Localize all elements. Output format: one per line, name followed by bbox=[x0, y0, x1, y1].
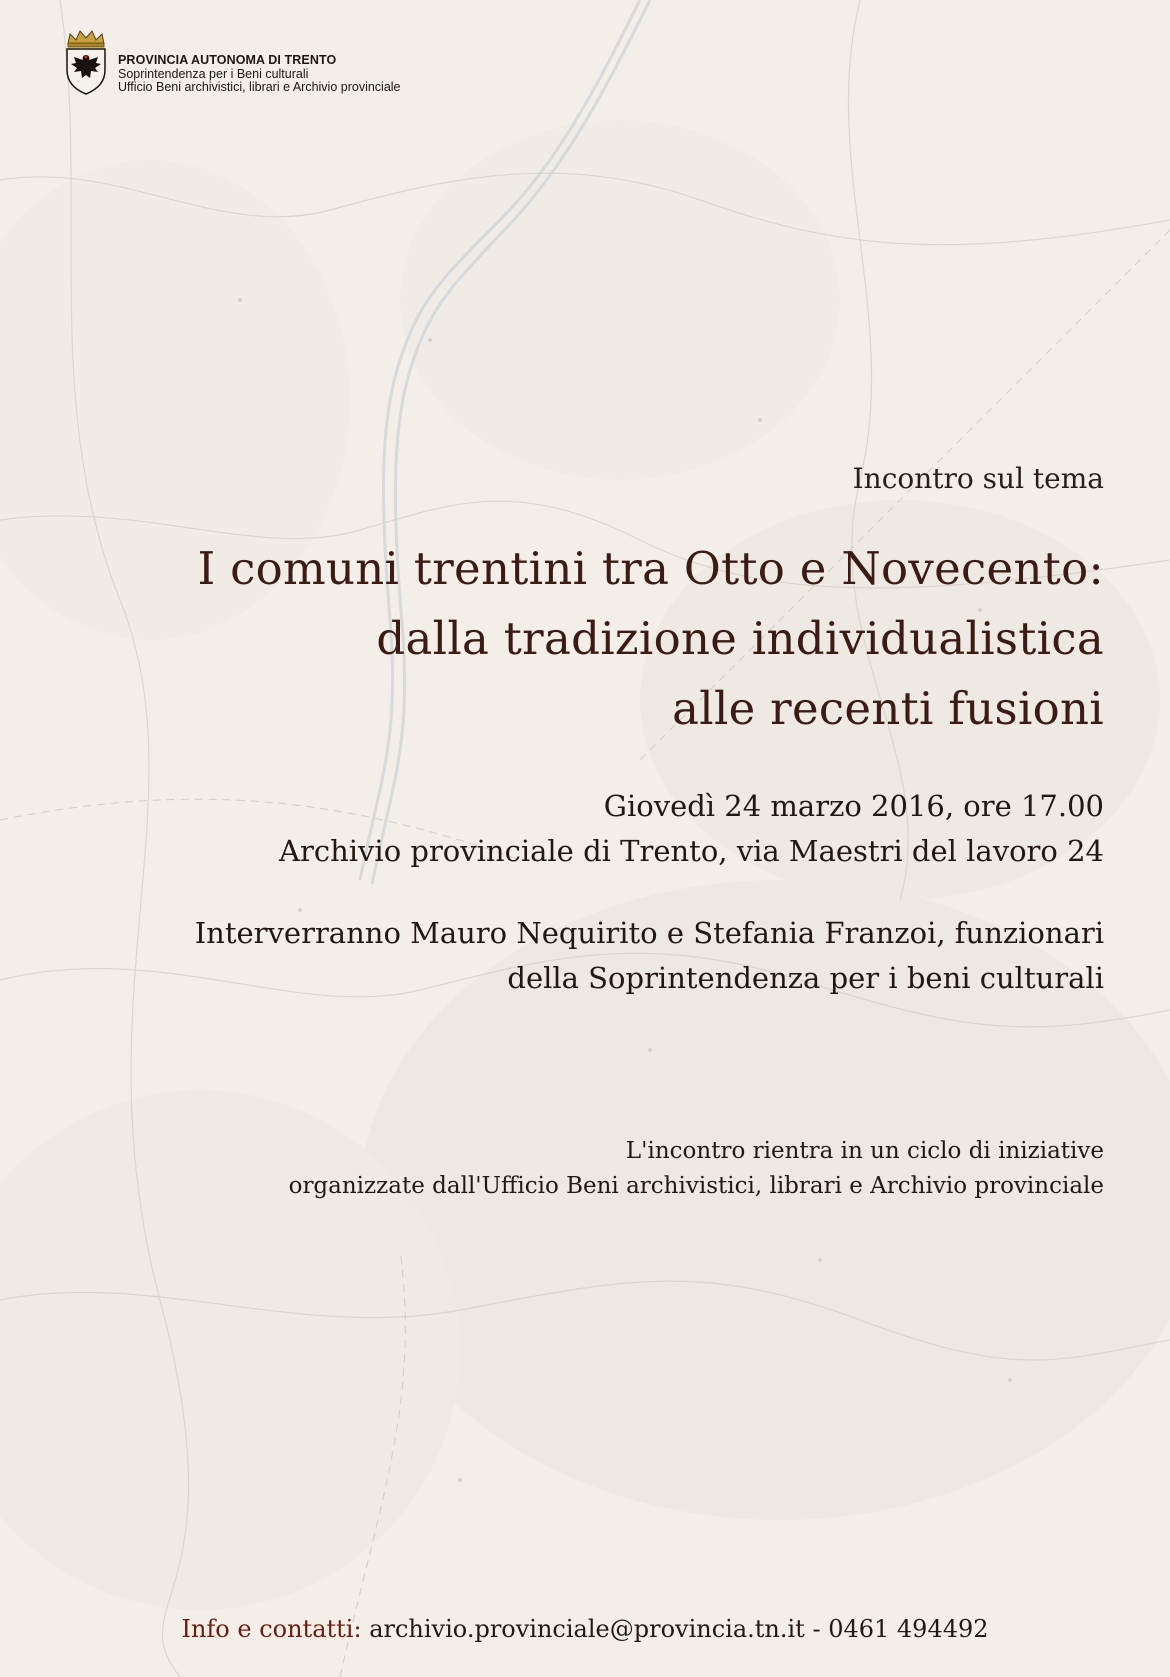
event-title-line: I comuni trentini tra Otto e Novecento: bbox=[197, 541, 1104, 595]
event-content bbox=[64, 462, 1104, 1001]
contacts-label: Info e contatti: bbox=[181, 1615, 362, 1643]
event-title-line: dalla tradizione individualistica bbox=[376, 611, 1104, 665]
contact-phone: 0461 494492 bbox=[828, 1615, 989, 1643]
event-venue: Archivio provinciale di Trento, via Maestri del lavoro 24 bbox=[279, 834, 1104, 869]
footer-contacts bbox=[0, 1615, 1170, 1643]
note-line: L'incontro rientra in un ciclo di iniziative bbox=[625, 1138, 1104, 1164]
contact-separator: - bbox=[812, 1615, 821, 1643]
speakers-line: della Soprintendenza per i beni culturali bbox=[507, 960, 1104, 995]
event-title bbox=[64, 534, 1104, 745]
event-title-line: alle recenti fusioni bbox=[672, 681, 1104, 735]
event-note bbox=[64, 1134, 1104, 1203]
event-speakers bbox=[64, 911, 1104, 1001]
event-intro: Incontro sul tema bbox=[852, 462, 1104, 495]
trento-coat-of-arms-icon bbox=[62, 28, 110, 96]
department-name: Soprintendenza per i Beni culturali bbox=[118, 66, 309, 81]
organization-name: PROVINCIA AUTONOMA DI TRENTO bbox=[118, 53, 337, 67]
header bbox=[62, 28, 401, 96]
speakers-line: Interverranno Mauro Nequirito e Stefania Franzoi, funzionari bbox=[194, 915, 1104, 950]
office-name: Ufficio Beni archivistici, librari e Archivio provinciale bbox=[118, 80, 401, 94]
event-when-where bbox=[64, 784, 1104, 874]
contact-email[interactable]: archivio.provinciale@provincia.tn.it bbox=[369, 1615, 805, 1643]
event-date-time: Giovedì 24 marzo 2016, ore 17.00 bbox=[603, 789, 1104, 824]
note-line: organizzate dall'Ufficio Beni archivistici, librari e Archivio provinciale bbox=[288, 1172, 1104, 1199]
